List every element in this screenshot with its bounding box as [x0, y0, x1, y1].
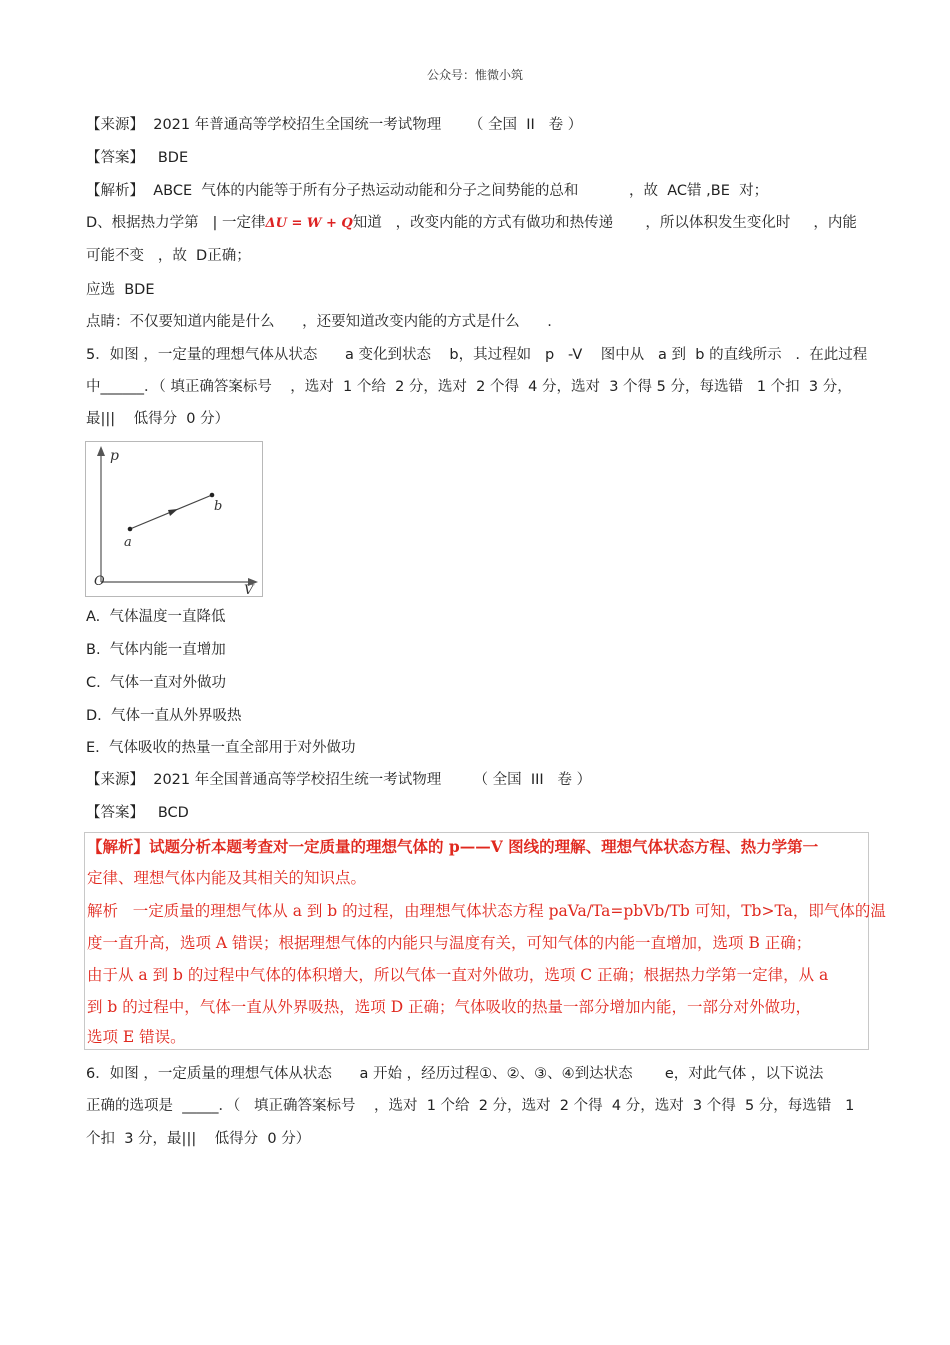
q6-question-line-3: 个扣 3 分，最||| 低得分 0 分） — [86, 1131, 311, 1147]
red-analysis-line-5: 由于从 a 到 b 的过程中气体的体积增大，所以气体一直对外做功，选项 C 正确；根据热力学第一定律，从 a — [87, 966, 829, 984]
pv-graph — [85, 441, 263, 597]
red-analysis-line-2: 定律、理想气体内能及其相关的知识点。 — [87, 869, 367, 887]
q4-analysis-line-1: 【解析】 ABCE 气体的内能等于所有分子热运动动能和分子之间势能的总和 ，故 AC错 ,BE 对； — [86, 183, 769, 199]
q5-option-d: D. 气体一直从外界吸热 — [86, 708, 242, 724]
q4-note: 点睛：不仅要知道内能是什么 ，还要知道改变内能的方式是什么 . — [86, 314, 552, 330]
red-analysis-line-3: 解析 一定质量的理想气体从 a 到 b 的过程，由理想气体状态方程 paVa/Ta=pbVb/Tb 可知，Tb>Ta，即气体的温 — [87, 902, 886, 920]
q5-question-line-2: 中______．（ 填正确答案标号 ，选对 1 个给 2 分，选对 2 个得 4 分，选对 3 个得 5 分，每选错 1 个扣 3 分， — [86, 379, 852, 395]
first-law-formula: ΔU = W + Q — [265, 216, 353, 231]
red-analysis-line-7: 选项 E 错误。 — [87, 1028, 186, 1046]
red-analysis-line-4: 度一直升高，选项 A 错误；根据理想气体的内能只与温度有关，可知气体的内能一直增加，选项 B 正确； — [87, 934, 812, 952]
v-axis-label: V — [244, 583, 254, 596]
q5-question-line-1: 5．如图 ，一定量的理想气体从状态 a 变化到状态 b，其过程如 p -V 图中从 a 到 b 的直线所示 . 在此过程 — [86, 347, 868, 363]
red-analysis-line-1: 【解析】试题分析本题考查对一定质量的理想气体的 p——V 图线的理解、理想气体状态方程、热力学第一 — [87, 837, 819, 856]
point-a — [128, 527, 133, 532]
process-arrow — [168, 509, 178, 516]
q5-option-b: B. 气体内能一直增加 — [86, 642, 226, 658]
q6-question-line-2: 正确的选项是 _____．（ 填正确答案标号 ，选对 1 个给 2 分，选对 2 个得 4 分，选对 3 个得 5 分，每选错 1 — [86, 1098, 855, 1114]
pv-graph-svg — [86, 442, 262, 596]
q4-analysis-line-2 — [86, 213, 857, 234]
page-header: 公众号：惟微小筑 — [426, 68, 523, 82]
q5-analysis-box — [84, 832, 886, 1050]
point-b — [210, 493, 215, 498]
q4-answer: 【答案】 BDE — [86, 150, 189, 166]
q5-answer: 【答案】 BCD — [86, 805, 189, 821]
origin-label: O — [94, 574, 105, 589]
p-axis-label: p — [110, 448, 119, 464]
point-b-label: b — [214, 499, 223, 514]
q5-option-c: C. 气体一直对外做功 — [86, 675, 226, 691]
q4-analysis-text-a: D、根据热力学第 | 一定律 — [86, 215, 266, 231]
red-analysis-line-6: 到 b 的过程中，气体一直从外界吸热，选项 D 正确；气体吸收的热量一部分增加内能，一部分对外做功， — [87, 998, 812, 1016]
q4-choice: 应选 BDE — [86, 282, 155, 298]
q5-option-e: E. 气体吸收的热量一直全部用于对外做功 — [86, 740, 356, 756]
p-axis-arrow — [97, 446, 105, 456]
q5-source: 【来源】 2021 年全国普通高等学校招生统一考试物理 （ 全国 III 卷 ） — [86, 772, 592, 788]
q4-source: 【来源】 2021 年普通高等学校招生全国统一考试物理 （ 全国 II 卷 ） — [86, 117, 583, 133]
q4-analysis-text-b: 知道 ，改变内能的方式有做功和热传递 ，所以体积发生变化时 ，内能 — [352, 215, 857, 231]
q5-question-line-3: 最||| 低得分 0 分） — [86, 411, 230, 427]
q4-analysis-line-3: 可能不变 ，故 D正确； — [86, 248, 251, 264]
point-a-label: a — [124, 535, 132, 550]
q6-question-line-1: 6．如图 ，一定质量的理想气体从状态 a 开始 ，经历过程①、②、③、④到达状态 e，对此气体 ，以下说法 — [86, 1066, 824, 1082]
q5-option-a: A. 气体温度一直降低 — [86, 609, 226, 625]
